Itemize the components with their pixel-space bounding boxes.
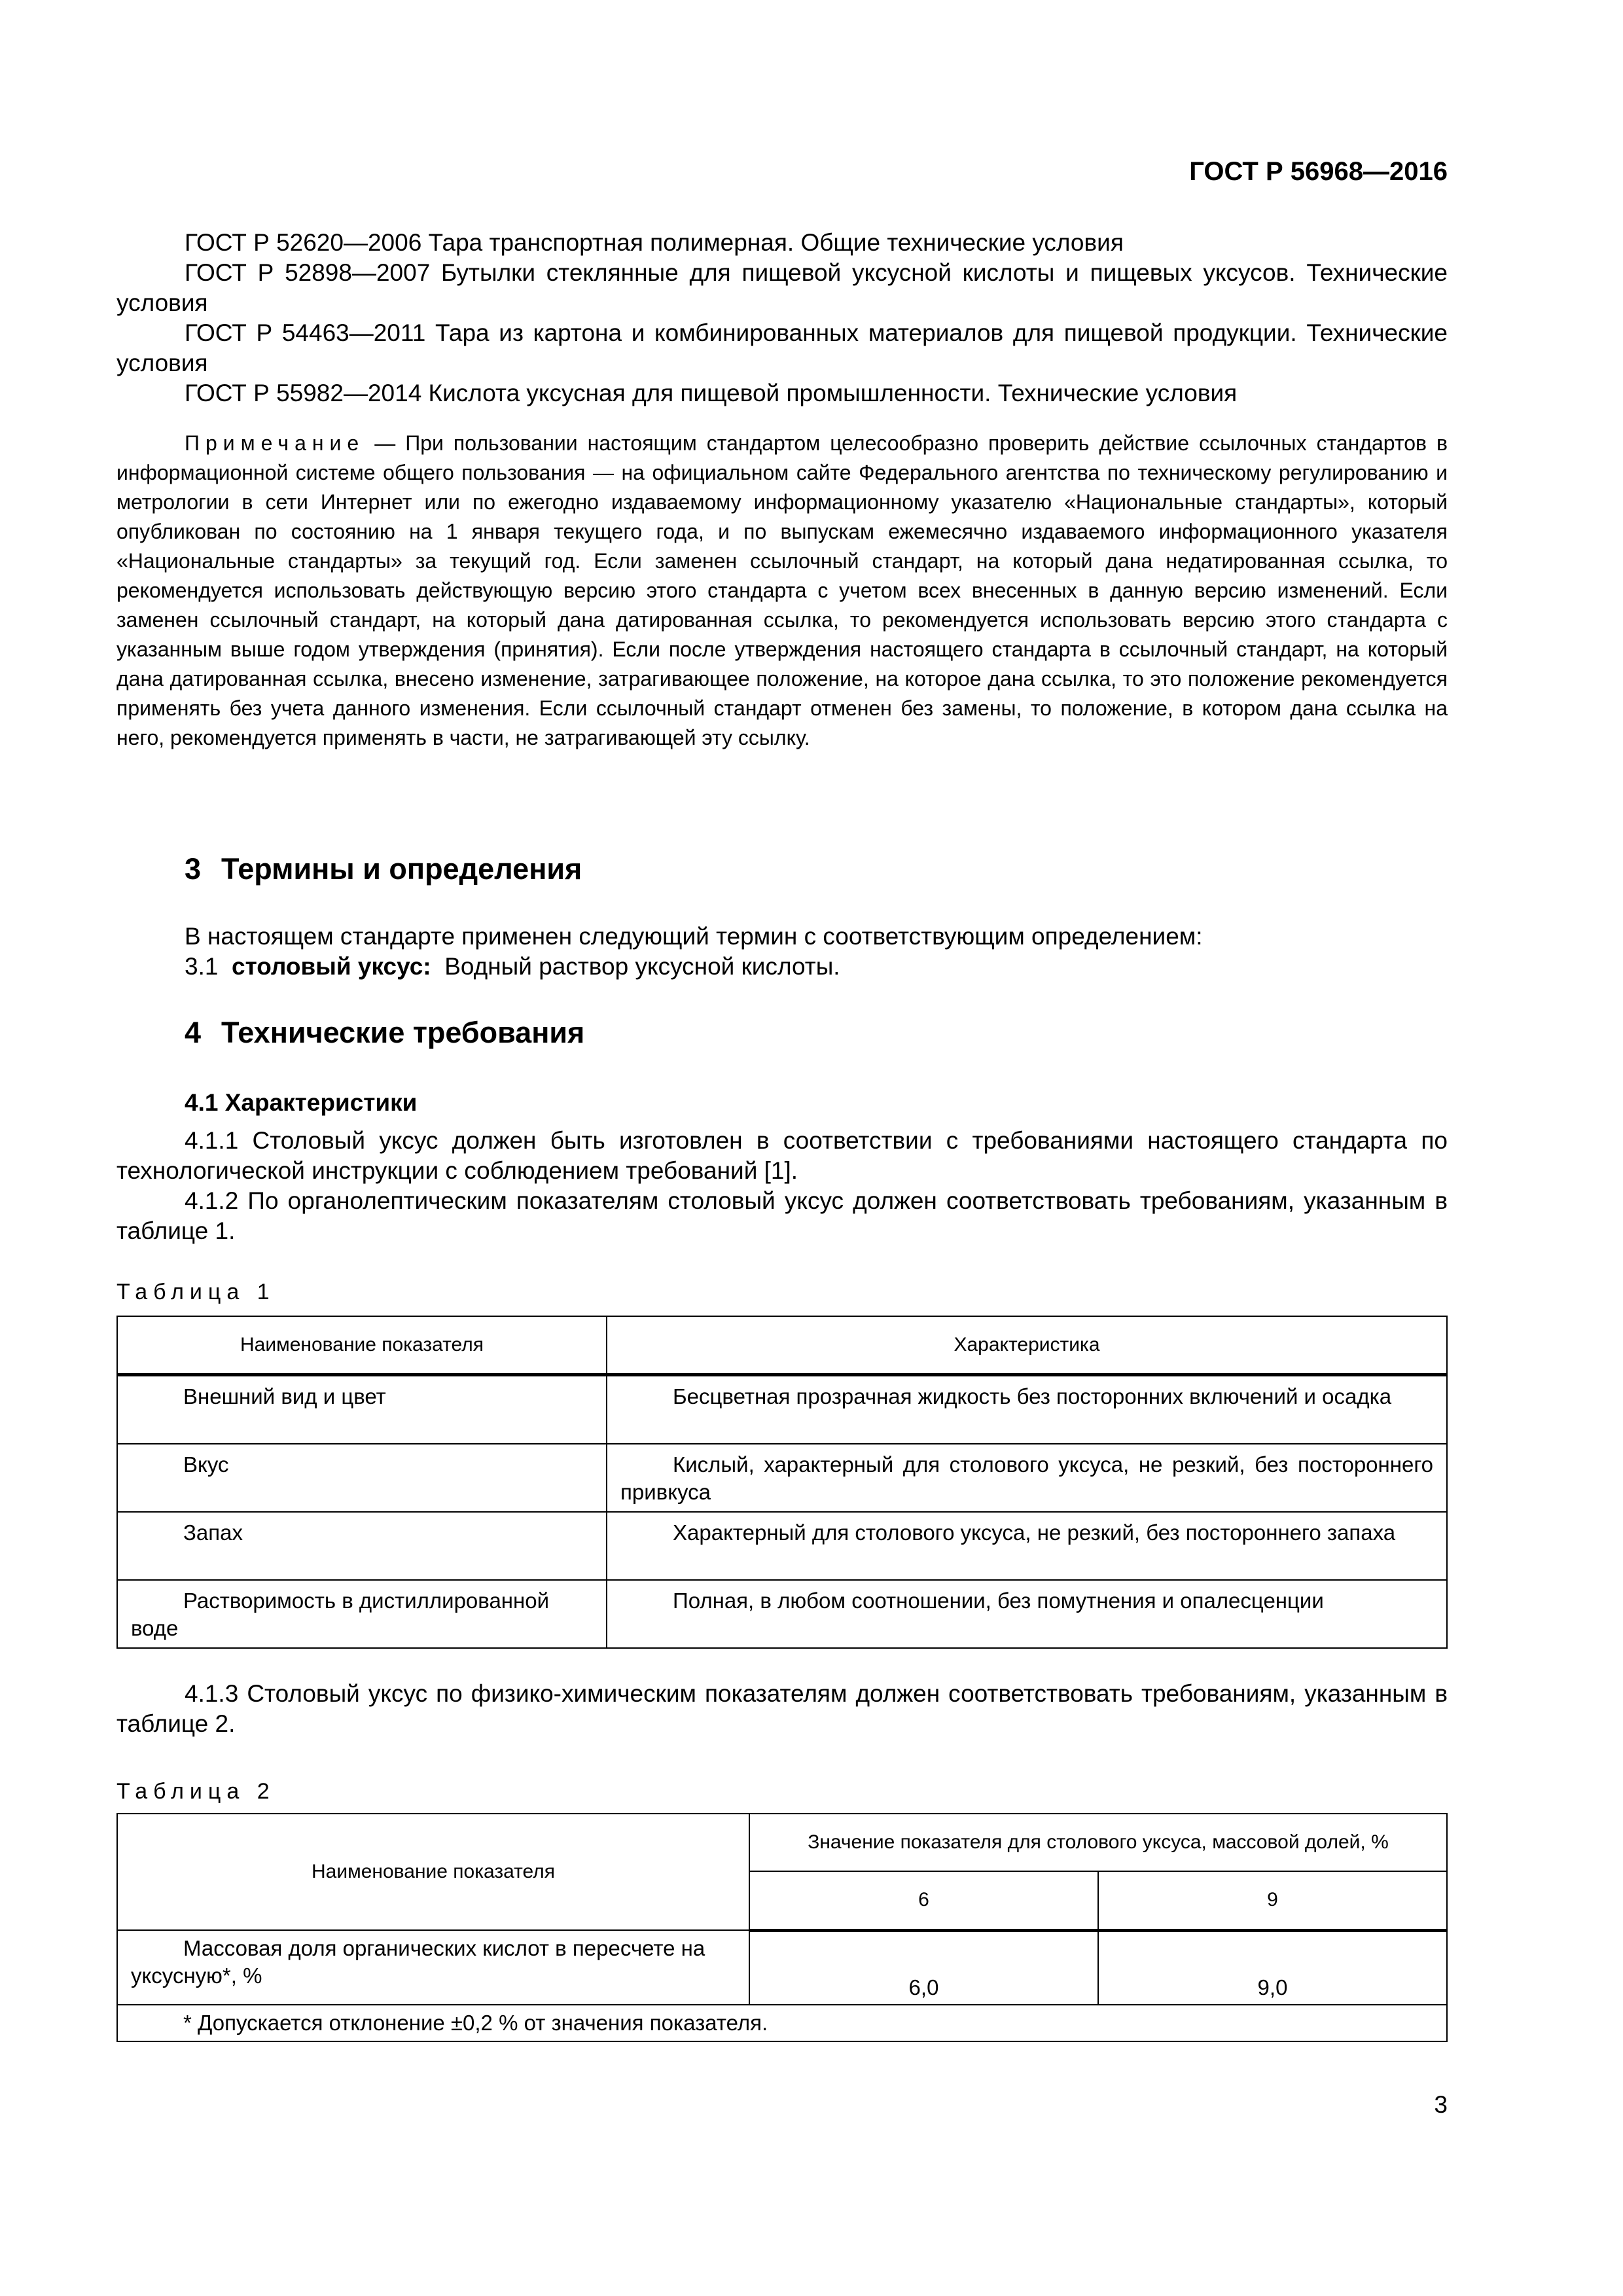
section-4-heading [185, 1016, 584, 1050]
section-3-body [116, 922, 1448, 982]
section-3-intro: В настоящем стандарте применен следующий термин с соответствующим определением: [185, 923, 1203, 950]
paragraph-4-1-3: 4.1.3 Столовый уксус по физико-химическим показателям должен соответствовать требованиям, указанным в таблице 2. [116, 1680, 1448, 1737]
reference-item: ГОСТ Р 54463—2011 Тара из картона и комбинированных материалов для пищевой продукции. Технические условия [116, 319, 1448, 376]
note-block [116, 429, 1448, 753]
table-row [117, 1375, 1447, 1444]
reference-item: ГОСТ Р 52620—2006 Тара транспортная полимерная. Общие технические условия [185, 229, 1124, 256]
section-4-body-continued [116, 1679, 1448, 1739]
table-row [117, 1512, 1447, 1580]
section-3-title: Термины и определения [221, 852, 582, 886]
table-row [117, 1580, 1447, 1648]
paragraph-4-1-2: 4.1.2 По органолептическим показателям столовый уксус должен соответствовать требованиям, указанным в таблице 1. [116, 1187, 1448, 1244]
table-2-caption: Таблица 2 [116, 1779, 276, 1804]
table-1 [116, 1316, 1448, 1649]
note-label: Примечание [185, 431, 365, 455]
document-header: ГОСТ Р 56968—2016 [1189, 157, 1448, 186]
section-4-body [116, 1126, 1448, 1246]
reference-item: ГОСТ Р 55982—2014 Кислота уксусная для пищевой промышленности. Технические условия [185, 380, 1238, 406]
table-header-cell: Значение показателя для столового уксуса, массовой долей, % [749, 1814, 1447, 1871]
paragraph-4-1-1: 4.1.1 Столовый уксус должен быть изготовлен в соответствии с требованиями настоящего стандарта по технологической инструкции с соблюдением требований [1]. [116, 1127, 1448, 1184]
table-cell: Массовая доля органических кислот в пересчете на уксусную*, % [117, 1930, 749, 2005]
table-cell: Внешний вид и цвет [117, 1375, 607, 1444]
table-cell: Бесцветная прозрачная жидкость без посторонних включений и осадка [607, 1375, 1447, 1444]
note-text: — При пользовании настоящим стандартом целесообразно проверить действие ссылочных стандартов в информационной системе общего пользования — на официальном сайте Федерального агентства по техническому регулированию и метрологии в сети Интернет или по ежегодно издаваемому информационному указателю «Национальные стандарты», который опубликован по состоянию на 1 января текущего года, и по выпускам ежемесячно издаваемого информационного указателя «Национальные стандарты» за текущий год. Если заменен ссылочный стандарт, на который дана недатированная ссылка, то рекомендуется использовать действующую версию этого стандарта с учетом всех внесенных в данную версию изменений. Если заменен ссылочный стандарт, на который дана датированная ссылка, то рекомендуется использовать версию этого стандарта с указанным выше годом утверждения (принятия). Если после утверждения настоящего стандарта в ссылочный стандарт, на который дана датированная ссылка, внесено изменение, затрагивающее положение, на которое дана ссылка, то это положение рекомендуется применять без учета данного изменения. Если ссылочный стандарт отменен без замены, то положение, в котором дана ссылка на него, рекомендуется применять в части, не затрагивающей эту ссылку. [116, 431, 1448, 749]
section-4-number: 4 [185, 1016, 202, 1049]
table-row [117, 1930, 1447, 2005]
references-list [116, 228, 1448, 408]
section-3-heading [185, 852, 582, 886]
table-1-caption: Таблица 1 [116, 1280, 276, 1304]
table-header-cell: Наименование показателя [117, 1814, 749, 1930]
page-number: 3 [1434, 2091, 1448, 2118]
table-cell: 9,0 [1098, 1930, 1447, 2005]
table-cell: Кислый, характерный для столового уксуса, не резкий, без постороннего привкуса [607, 1444, 1447, 1512]
term-name: столовый уксус: [232, 953, 431, 980]
table-2 [116, 1813, 1448, 2042]
section-3-number: 3 [185, 852, 202, 886]
subsection-4-1-heading: 4.1 Характеристики [185, 1089, 418, 1116]
reference-item: ГОСТ Р 52898—2007 Бутылки стеклянные для пищевой уксусной кислоты и пищевых уксусов. Технические условия [116, 259, 1448, 316]
table-cell: Растворимость в дистиллированной воде [117, 1580, 607, 1648]
table-cell: Вкус [117, 1444, 607, 1512]
table-cell: Запах [117, 1512, 607, 1580]
table-row [117, 1444, 1447, 1512]
table-cell: Характерный для столового уксуса, не резкий, без постороннего запаха [607, 1512, 1447, 1580]
table-cell: Полная, в любом соотношении, без помутнения и опалесценции [607, 1580, 1447, 1648]
table-header-cell: Характеристика [607, 1316, 1447, 1375]
term-text: Водный раствор уксусной кислоты. [444, 953, 840, 980]
table-header-cell: Наименование показателя [117, 1316, 607, 1375]
table-subheader-cell: 9 [1098, 1871, 1447, 1930]
table-footnote-row [117, 2005, 1447, 2041]
term-definition [116, 952, 1448, 982]
section-4-title: Технические требования [221, 1016, 585, 1049]
term-number: 3.1 [185, 953, 219, 980]
table-footnote: * Допускается отклонение ±0,2 % от значения показателя. [117, 2005, 1447, 2041]
table-cell: 6,0 [749, 1930, 1098, 2005]
table-subheader-cell: 6 [749, 1871, 1098, 1930]
